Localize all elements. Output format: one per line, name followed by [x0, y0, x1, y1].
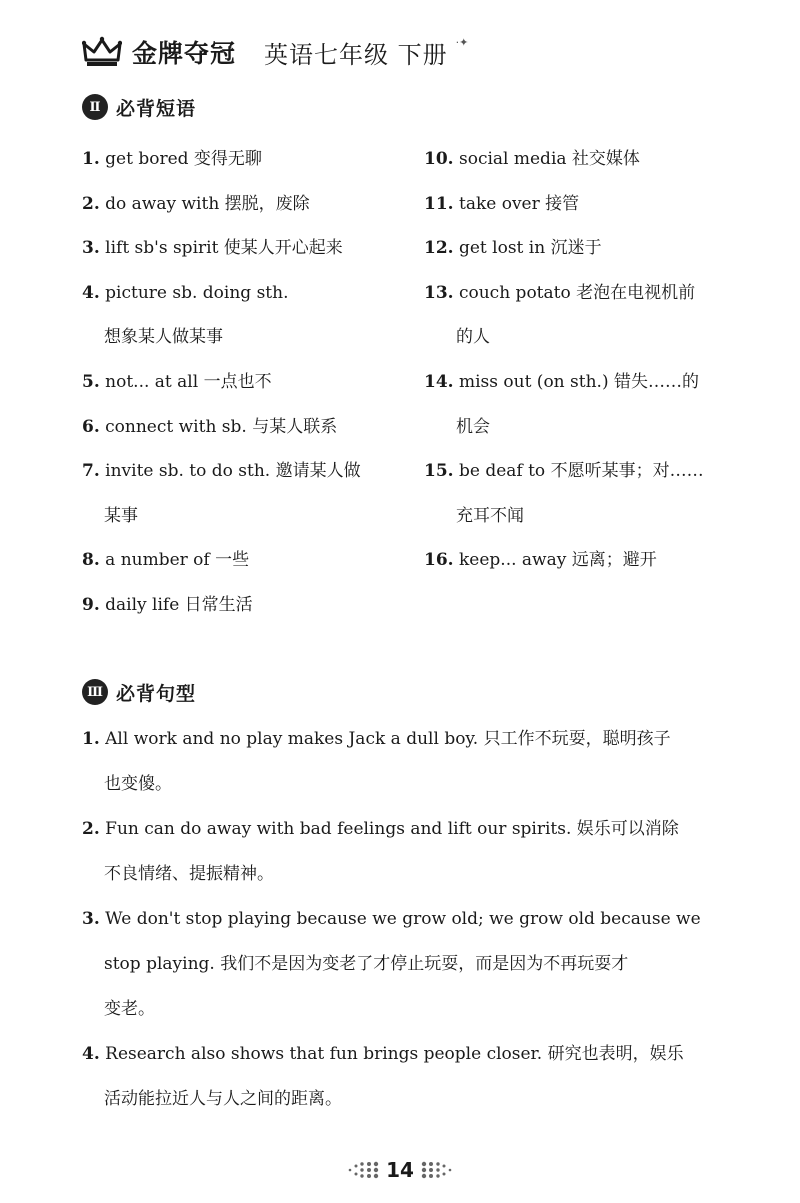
- page-number: 14: [386, 1158, 414, 1182]
- section-title: 必背短语: [116, 97, 197, 120]
- page-header: [82, 30, 468, 74]
- decorative-stars: ·✦: [455, 35, 469, 49]
- sentence-continuation: 不良情绪、提振精神。: [104, 864, 274, 884]
- sentence-continuation: stop playing. 我们不是因为变老了才停止玩耍，而是因为不再玩耍才: [104, 954, 629, 974]
- phrase-item: 6. connect with sb. 与某人联系: [82, 416, 338, 437]
- phrase-item: 12. get lost in 沉迷于: [424, 238, 602, 259]
- phrase-item: 5. not... at all 一点也不: [82, 371, 272, 392]
- phrase-item: 9. daily life 日常生活: [82, 594, 253, 615]
- section-title: 必背句型: [116, 682, 197, 705]
- sentences-list: [82, 717, 748, 1122]
- phrases-section-heading: [82, 92, 196, 122]
- phrase-continuation: 充耳不闻: [456, 505, 524, 526]
- sentence-continuation: 变老。: [104, 999, 155, 1019]
- phrase-continuation: 机会: [456, 416, 490, 437]
- phrases-right-column: [424, 137, 754, 583]
- sentence-item: 3. We don't stop playing because we grow old; we grow old because we: [82, 909, 701, 929]
- dot-pattern-left-icon: [346, 1161, 380, 1179]
- section-numeral-badge: Ⅱ: [82, 94, 108, 120]
- phrase-item: 2. do away with 摆脱，废除: [82, 193, 310, 214]
- book-title: 英语七年级 下册: [264, 40, 448, 69]
- sentence-item: 1. All work and no play makes Jack a dull boy. 只工作不玩耍，聪明孩子: [82, 729, 671, 749]
- phrase-item: 4. picture sb. doing sth.: [82, 282, 289, 303]
- phrase-item: 8. a number of 一些: [82, 550, 250, 571]
- dot-pattern-right-icon: [420, 1161, 454, 1179]
- phrase-continuation: 某事: [104, 505, 138, 526]
- phrase-item: 3. lift sb's spirit 使某人开心起来: [82, 238, 343, 259]
- phrases-left-column: [82, 137, 412, 628]
- sentence-item: 4. Research also shows that fun brings people closer. 研究也表明，娱乐: [82, 1044, 684, 1064]
- phrase-item: 1. get bored 变得无聊: [82, 149, 262, 169]
- section-numeral-badge: Ⅲ: [82, 679, 108, 705]
- phrase-continuation: 想象某人做某事: [104, 327, 223, 348]
- sentence-continuation: 也变傻。: [104, 774, 172, 794]
- phrase-item: 13. couch potato 老泡在电视机前: [424, 282, 696, 303]
- phrase-item: 7. invite sb. to do sth. 邀请某人做: [82, 461, 361, 482]
- phrase-item: 14. miss out (on sth.) 错失……的: [424, 371, 699, 392]
- page-footer: [0, 1158, 800, 1182]
- crown-icon: [82, 36, 122, 68]
- phrase-item: 15. be deaf to 不愿听某事；对……: [424, 461, 704, 482]
- phrase-item: 10. social media 社交媒体: [424, 149, 640, 169]
- sentences-section-heading: [82, 677, 196, 707]
- phrase-item: 16. keep... away 远离；避开: [424, 550, 657, 571]
- sentence-continuation: 活动能拉近人与人之间的距离。: [104, 1089, 342, 1109]
- phrase-item: 11. take over 接管: [424, 193, 580, 214]
- sentence-item: 2. Fun can do away with bad feelings and lift our spirits. 娱乐可以消除: [82, 819, 679, 839]
- phrase-continuation: 的人: [456, 327, 490, 348]
- brand-name: 金牌夺冠: [132, 39, 237, 68]
